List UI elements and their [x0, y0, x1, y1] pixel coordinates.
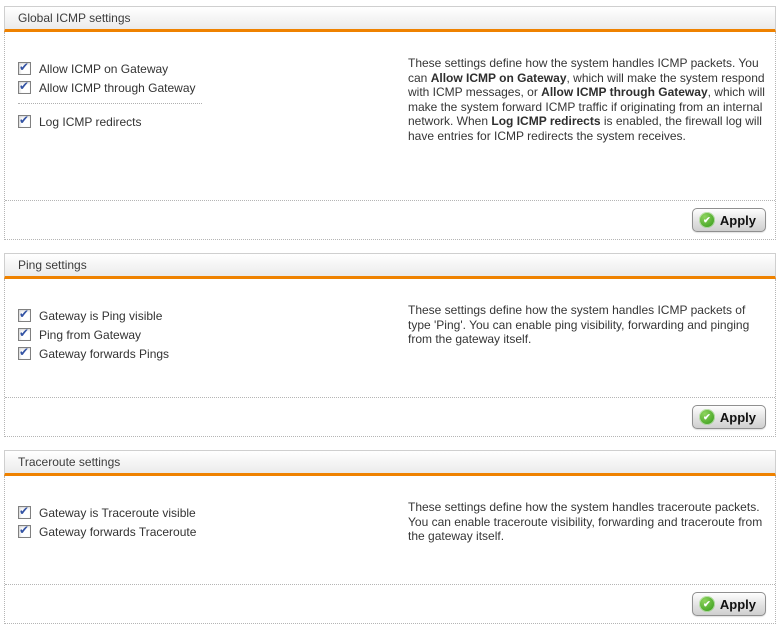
checkbox-check-icon: ✔: [19, 523, 30, 537]
panel-content: [5, 279, 775, 397]
checkbox-label: Gateway is Traceroute visible: [39, 505, 196, 520]
checkbox-label: Allow ICMP on Gateway: [39, 61, 169, 76]
checkbox-check-icon: ✔: [19, 113, 30, 127]
checkbox-label: Allow ICMP through Gateway: [39, 80, 196, 95]
checkbox[interactable]: [18, 347, 31, 360]
checkbox-label: Log ICMP redirects: [39, 114, 142, 129]
checkbox-label: Gateway forwards Traceroute: [39, 524, 197, 539]
panel-title: Traceroute settings: [18, 455, 121, 469]
apply-check-icon: ✔: [699, 212, 715, 228]
checkbox-group-separator: [18, 103, 202, 104]
apply-row: [5, 584, 775, 623]
checkbox-row: [18, 78, 408, 97]
panel-header: [4, 253, 776, 279]
checkbox-label: Gateway is Ping visible: [39, 308, 163, 323]
checkbox[interactable]: [18, 309, 31, 322]
apply-check-icon: ✔: [699, 596, 715, 612]
apply-button[interactable]: [692, 208, 766, 232]
panel-body: [4, 32, 776, 240]
apply-button-label: Apply: [719, 212, 756, 228]
checkbox-column: [5, 56, 408, 131]
panel-header: [4, 450, 776, 476]
checkbox-row: [18, 344, 408, 363]
panel-title: Ping settings: [18, 258, 87, 272]
panel-content: [5, 32, 775, 200]
checkbox-check-icon: ✔: [19, 60, 30, 74]
apply-button[interactable]: [692, 405, 766, 429]
apply-row: [5, 200, 775, 239]
apply-row: [5, 397, 775, 436]
panel-content: [5, 476, 775, 584]
panel-description: These settings define how the system handles traceroute packets. You can enable traceroute visibility, forwarding and traceroute from the gateway itself.: [408, 500, 763, 543]
checkbox[interactable]: [18, 525, 31, 538]
checkbox-row: [18, 325, 408, 344]
checkbox-column: [5, 303, 408, 363]
checkbox-check-icon: ✔: [19, 345, 30, 359]
checkbox[interactable]: [18, 81, 31, 94]
panel-description: These settings define how the system handles ICMP packets. You can Allow ICMP on Gateway, which will make the system respond with ICMP messages, or Allow ICMP through Gateway, which will make the system forward ICMP traffic if originating from an internal network. When Log ICMP redirects is enabled, the firewall log will have entries for ICMP redirects the system receives.: [408, 56, 765, 143]
settings-panel: [4, 450, 776, 624]
checkbox-row: [18, 112, 408, 131]
checkbox[interactable]: [18, 506, 31, 519]
checkbox-row: [18, 306, 408, 325]
apply-button-label: Apply: [719, 409, 756, 425]
checkbox-column: [5, 500, 408, 541]
checkbox[interactable]: [18, 62, 31, 75]
panel-header: [4, 6, 776, 32]
panel-title: Global ICMP settings: [18, 11, 131, 25]
checkbox-check-icon: ✔: [19, 79, 30, 93]
checkbox-label: Gateway forwards Pings: [39, 346, 170, 361]
checkbox-check-icon: ✔: [19, 326, 30, 340]
apply-button-label: Apply: [719, 596, 756, 612]
panel-body: [4, 279, 776, 437]
panel-description: These settings define how the system handles ICMP packets of type 'Ping'. You can enable ping visibility, forwarding and pinging from the gateway itself.: [408, 303, 750, 346]
panel-body: [4, 476, 776, 624]
apply-button[interactable]: [692, 592, 766, 616]
checkbox[interactable]: [18, 115, 31, 128]
checkbox[interactable]: [18, 328, 31, 341]
apply-check-icon: ✔: [699, 409, 715, 425]
settings-panel: [4, 253, 776, 437]
checkbox-row: [18, 59, 408, 78]
checkbox-check-icon: ✔: [19, 504, 30, 518]
checkbox-row: [18, 503, 408, 522]
checkbox-check-icon: ✔: [19, 307, 30, 321]
checkbox-row: [18, 522, 408, 541]
settings-page: [0, 6, 780, 624]
settings-panel: [4, 6, 776, 240]
checkbox-label: Ping from Gateway: [39, 327, 142, 342]
